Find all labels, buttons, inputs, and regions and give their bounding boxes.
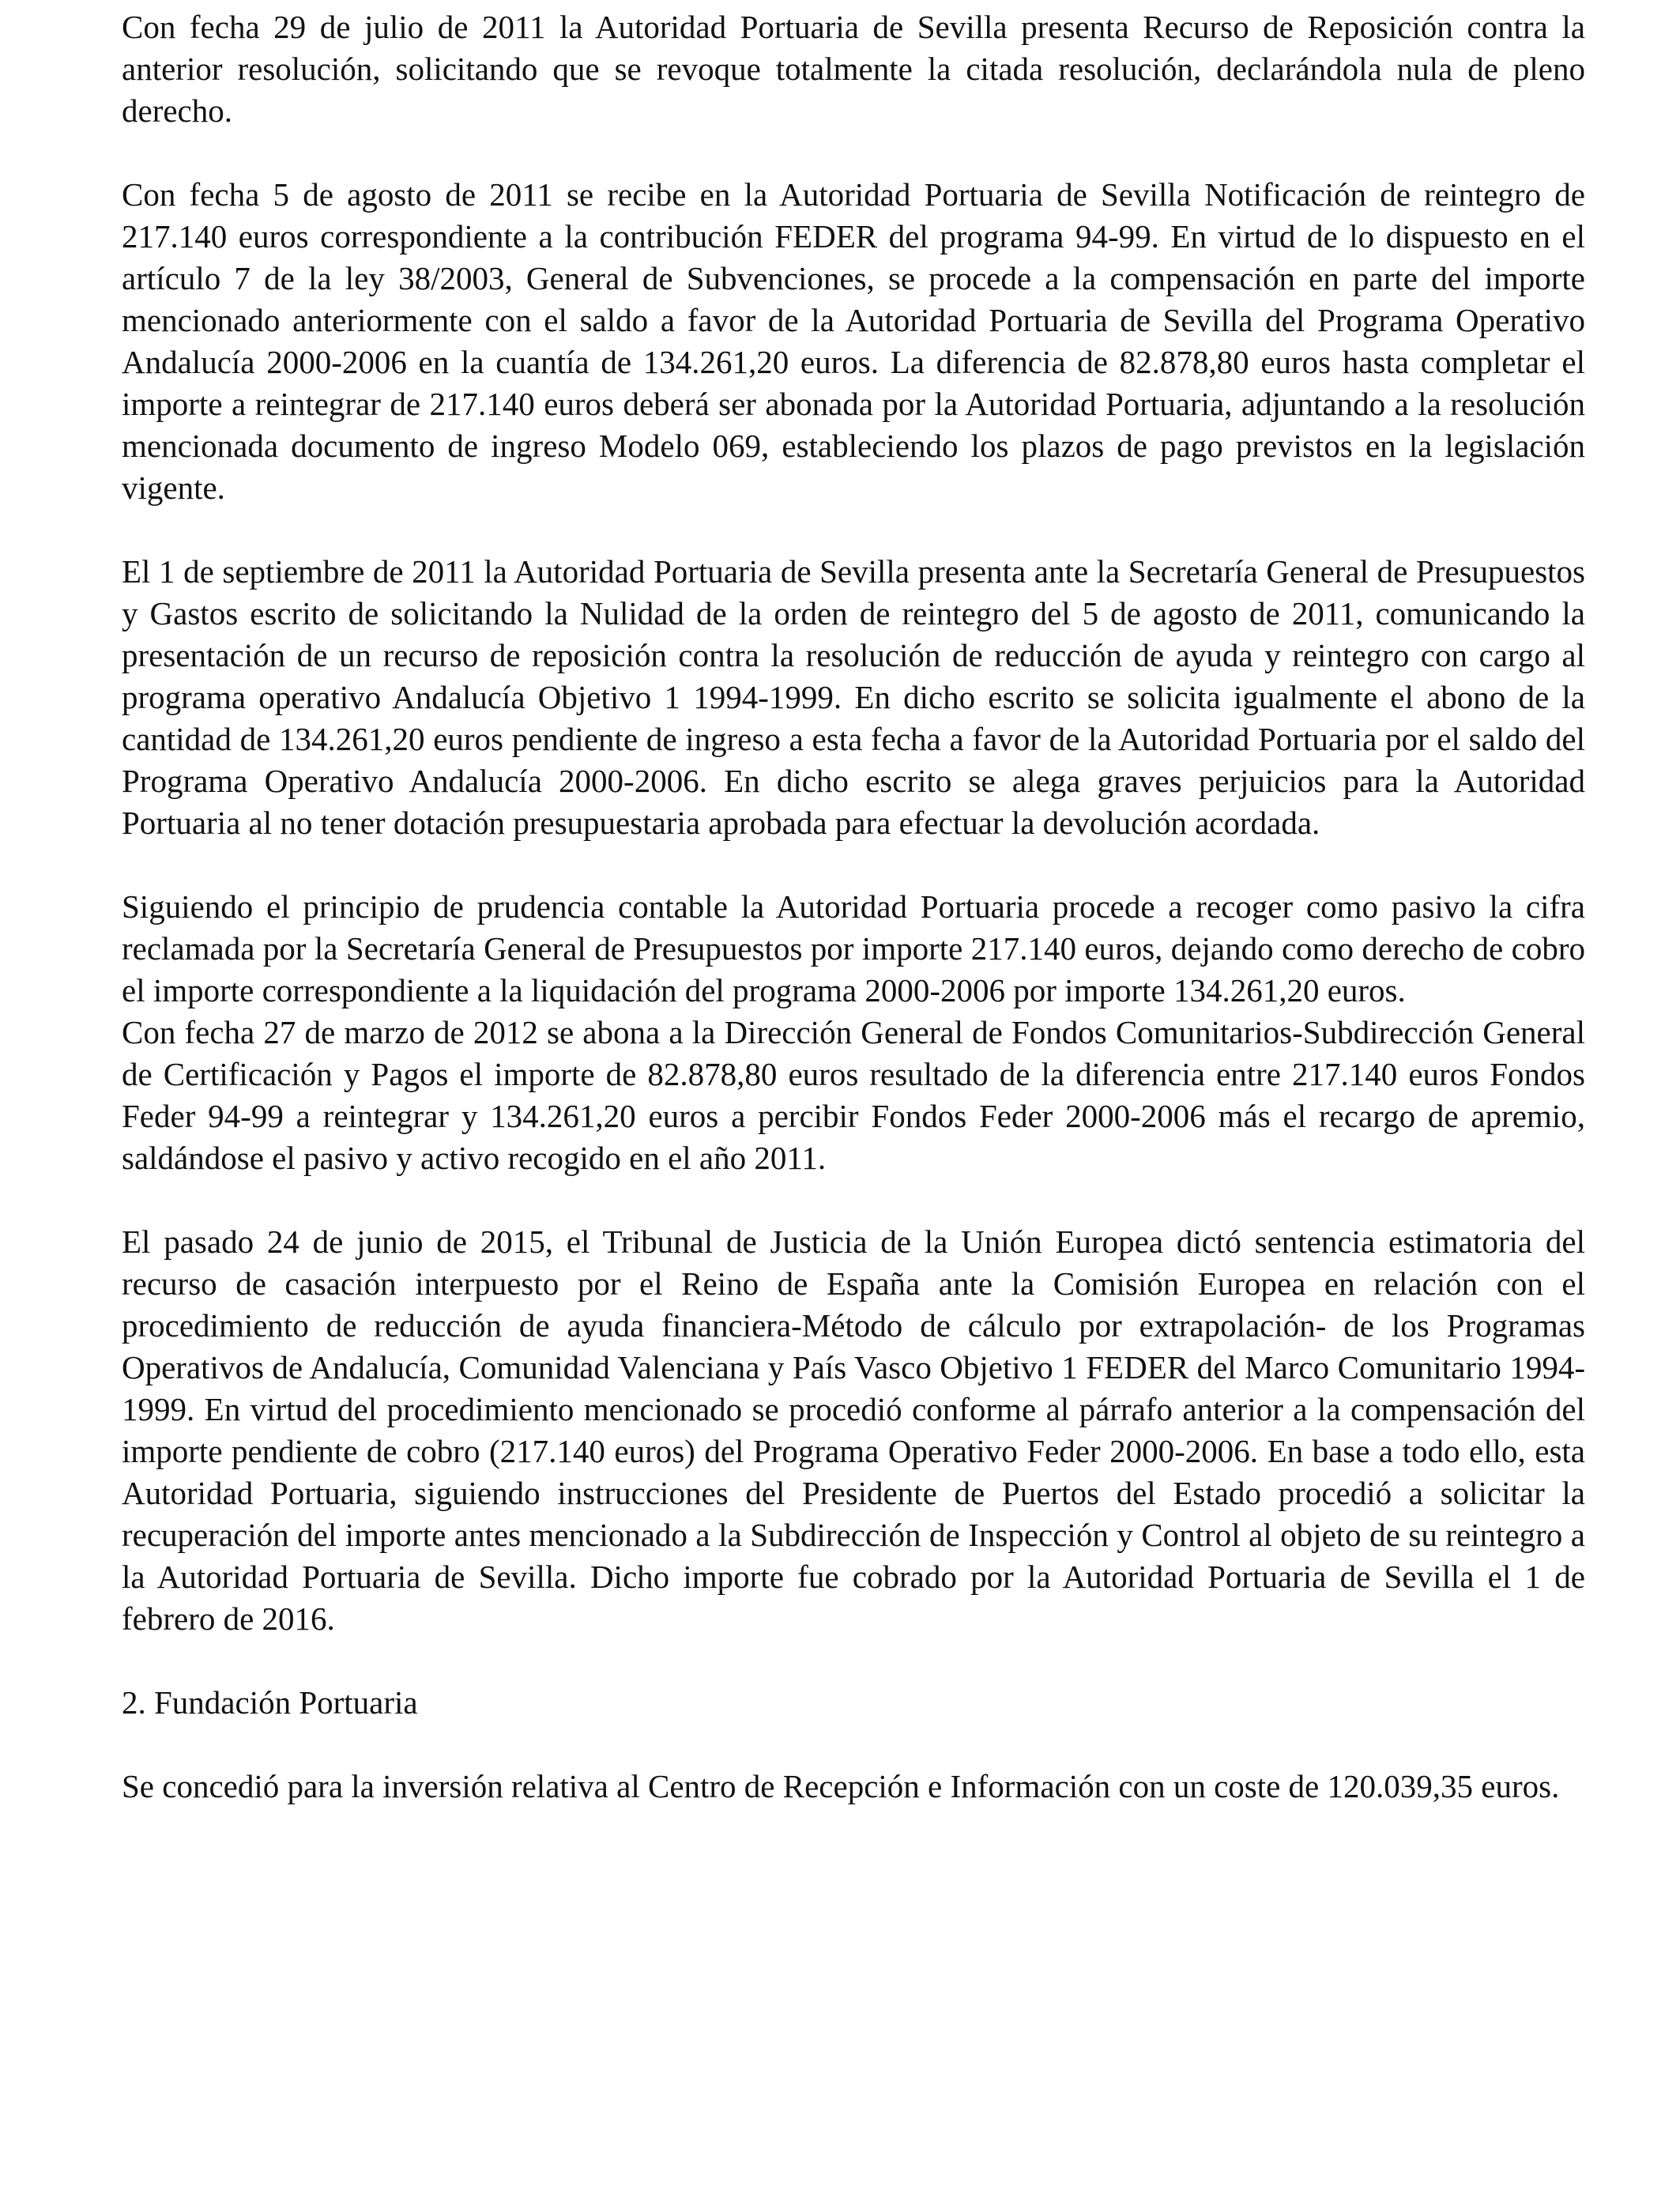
paragraph-abono-2012: Con fecha 27 de marzo de 2012 se abona a la Dirección General de Fondos Comunitarios-Subdirección General de Certificación y Pagos el importe de 82.878,80 euros resultado de la diferencia entre 217.140 euros Fondos Feder 94-99 a reintegrar y 134.261,20 euros a percibir Fondos Feder 2000-2006 más el recargo de apremio, saldándose el pasivo y activo recogido en el año 2011.: [122, 1014, 1585, 1176]
paragraph-prudencia-contable: Siguiendo el principio de prudencia contable la Autoridad Portuaria procede a recoger como pasivo la cifra reclamada por la Secretaría General de Presupuestos por importe 217.140 euros, dejando como derecho de cobro el importe correspondiente a la liquidación del programa 2000-2006 por importe 134.261,20 euros.: [122, 888, 1585, 1008]
paragraph-sentencia-tribunal: El pasado 24 de junio de 2015, el Tribunal de Justicia de la Unión Europea dictó sentencia estimatoria del recurso de casación interpuesto por el Reino de España ante la Comisión Europea en relación con el procedimiento de reducción de ayuda financiera-Método de cálculo por extrapolación- de los Programas Operativos de Andalucía, Comunidad Valenciana y País Vasco Objetivo 1 FEDER del Marco Comunitario 1994-1999. En virtud del procedimiento mencionado se procedió conforme al párrafo anterior a la compensación del importe pendiente de cobro (217.140 euros) del Programa Operativo Feder 2000-2006. En base a todo ello, esta Autoridad Portuaria, siguiendo instrucciones del Presidente de Puertos del Estado procedió a solicitar la recuperación del importe antes mencionado a la Subdirección de Inspección y Control al objeto de su reintegro a la Autoridad Portuaria de Sevilla. Dicho importe fue cobrado por la Autoridad Portuaria de Sevilla el 1 de febrero de 2016.: [122, 1223, 1585, 1637]
paragraph-notificacion-reintegro: Con fecha 5 de agosto de 2011 se recibe en la Autoridad Portuaria de Sevilla Notificación de reintegro de 217.140 euros correspondiente a la contribución FEDER del programa 94-99. En virtud de lo dispuesto en el artículo 7 de la ley 38/2003, General de Subvenciones, se procede a la compensación en parte del importe mencionado anteriormente con el saldo a favor de la Autoridad Portuaria de Sevilla del Programa Operativo Andalucía 2000-2006 en la cuantía de 134.261,20 euros. La diferencia de 82.878,80 euros hasta completar el importe a reintegrar de 217.140 euros deberá ser abonada por la Autoridad Portuaria, adjuntando a la resolución mencionada documento de ingreso Modelo 069, estableciendo los plazos de pago previstos en la legislación vigente.: [122, 176, 1585, 506]
paragraph-fundacion-portuaria: Se concedió para la inversión relativa al Centro de Recepción e Información con un coste de 120.039,35 euros.: [122, 1768, 1560, 1804]
paragraph-solicitud-nulidad: El 1 de septiembre de 2011 la Autoridad Portuaria de Sevilla presenta ante la Secretaría General de Presupuestos y Gastos escrito de solicitando la Nulidad de la orden de reintegro del 5 de agosto de 2011, comunicando la presentación de un recurso de reposición contra la resolución de reducción de ayuda y reintegro con cargo al programa operativo Andalucía Objetivo 1 1994-1999. En dicho escrito se solicita igualmente el abono de la cantidad de 134.261,20 euros pendiente de ingreso a esta fecha a favor de la Autoridad Portuaria por el saldo del Programa Operativo Andalucía 2000-2006. En dicho escrito se alega graves perjuicios para la Autoridad Portuaria al no tener dotación presupuestaria aprobada para efectuar la devolución acordada.: [122, 553, 1585, 841]
document-page: [122, 6, 1585, 1849]
paragraph-recurso-reposicion: Con fecha 29 de julio de 2011 la Autoridad Portuaria de Sevilla presenta Recurso de Reposición contra la anterior resolución, solicitando que se revoque totalmente la citada resolución, declarándola nula de pleno derecho.: [122, 9, 1585, 129]
section-heading: 2. Fundación Portuaria: [122, 1684, 418, 1721]
